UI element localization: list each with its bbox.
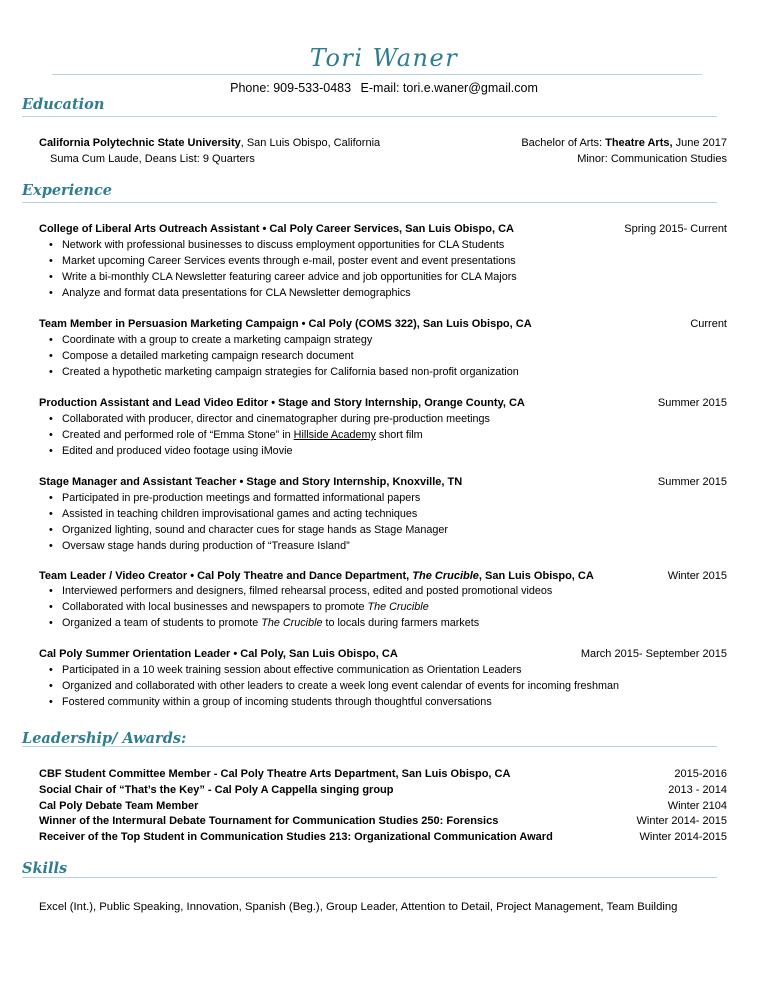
- section-heading-education: Education: [22, 96, 105, 113]
- award-title: Cal Poly Debate Team Member: [39, 800, 199, 812]
- degree-major: Theatre Arts,: [605, 137, 673, 149]
- school-location: , San Luis Obispo, California: [240, 137, 381, 149]
- section-heading-leadership: Leadership/ Awards:: [22, 730, 187, 747]
- award-title: Social Chair of “That’s the Key” - Cal Poly A Cappella singing group: [39, 784, 394, 796]
- skills-list: Excel (Int.), Public Speaking, Innovation, Spanish (Beg.), Group Leader, Attention to Detail, Project Management, Team Building: [39, 901, 678, 913]
- section-divider-leadership: [22, 746, 717, 747]
- job-bullet: • Organized and collaborated with other leaders to create a week long event calendar of events for incoming freshman: [49, 680, 619, 692]
- degree-date: June 2017: [672, 137, 727, 149]
- job-bullet: • Collaborated with producer, director and cinematographer during pre-production meetings: [49, 413, 490, 425]
- job-title: Team Leader / Video Creator • Cal Poly Theatre and Dance Department, The Crucible, San Luis Obispo, CA: [39, 570, 594, 582]
- job-date: March 2015- September 2015: [580, 648, 727, 660]
- job-bullet: • Market upcoming Career Services events through e-mail, poster event and event presentations: [49, 255, 516, 267]
- award-row: [39, 815, 727, 831]
- job-header: [39, 318, 727, 334]
- job-bullet: • Write a bi-monthly CLA Newsletter featuring career advice and job opportunities for CLA Majors: [49, 271, 517, 283]
- education-honors: Suma Cum Laude, Deans List: 9 Quarters: [50, 153, 255, 165]
- section-divider-education: [22, 116, 717, 117]
- job-bullet: • Organized a team of students to promote The Crucible to locals during farmers markets: [49, 617, 480, 629]
- job-bullet: • Interviewed performers and designers, filmed rehearsal process, edited and posted promotional videos: [49, 585, 553, 597]
- section-heading-skills: Skills: [22, 860, 68, 877]
- award-title: Receiver of the Top Student in Communication Studies 213: Organizational Communication Award: [39, 831, 553, 843]
- award-date: Winter 2014-2015: [639, 831, 727, 843]
- job-bullet: • Coordinate with a group to create a marketing campaign strategy: [49, 334, 373, 346]
- job-bullet: • Fostered community within a group of incoming students through thoughtful conversations: [49, 696, 492, 708]
- education-minor: Minor: Communication Studies: [577, 153, 727, 165]
- education-row-2: [39, 153, 727, 169]
- job-title: Cal Poly Summer Orientation Leader • Cal Poly, San Luis Obispo, CA: [39, 648, 398, 660]
- job-bullet: • Assisted in teaching children improvisational games and acting techniques: [49, 508, 418, 520]
- school-name: California Polytechnic State University: [39, 137, 241, 149]
- award-title: Winner of the Intermural Debate Tournament for Communication Studies 250: Forensics: [39, 815, 499, 827]
- job-header: [39, 648, 727, 664]
- job-bullet: • Created and performed role of “Emma Stone” in Hillside Academy short film: [49, 429, 423, 441]
- resume-name: Tori Waner: [309, 44, 459, 72]
- award-row: [39, 784, 727, 800]
- job-date: Summer 2015: [657, 397, 727, 409]
- job-bullet: • Compose a detailed marketing campaign research document: [49, 350, 354, 362]
- job-header: [39, 397, 727, 413]
- job-bullet: • Network with professional businesses to discuss employment opportunities for CLA Students: [49, 239, 505, 251]
- education-row-1: [39, 137, 727, 153]
- award-row: [39, 800, 727, 816]
- section-divider-experience: [22, 202, 717, 203]
- email-text: E-mail: tori.e.waner@gmail.com: [360, 81, 538, 95]
- job-bullet: • Edited and produced video footage using iMovie: [49, 445, 293, 457]
- section-divider-skills: [22, 877, 717, 878]
- job-date: Spring 2015- Current: [624, 223, 727, 235]
- job-bullet: • Analyze and format data presentations for CLA Newsletter demographics: [49, 287, 411, 299]
- section-heading-experience: Experience: [22, 182, 113, 199]
- contact-line: [0, 81, 768, 95]
- job-bullet: • Oversaw stage hands during production of “Treasure Island”: [49, 540, 350, 552]
- degree-prefix: Bachelor of Arts:: [521, 137, 606, 149]
- award-date: Winter 2104: [667, 800, 727, 812]
- job-header: [39, 476, 727, 492]
- job-bullet: • Organized lighting, sound and character cues for stage hands as Stage Manager: [49, 524, 448, 536]
- job-header: [39, 570, 727, 586]
- award-row: [39, 768, 727, 784]
- award-row: [39, 831, 727, 847]
- job-bullet: • Created a hypothetic marketing campaign strategies for California based non-profit organization: [49, 366, 519, 378]
- job-bullet: • Participated in pre-production meetings and formatted informational papers: [49, 492, 421, 504]
- award-date: 2015-2016: [674, 768, 727, 780]
- job-date: Summer 2015: [657, 476, 727, 488]
- job-bullet: • Participated in a 10 week training session about effective communication as Orientation Leaders: [49, 664, 522, 676]
- award-date: Winter 2014- 2015: [636, 815, 727, 827]
- phone-text: Phone: 909-533-0483: [230, 81, 352, 95]
- award-date: 2013 - 2014: [668, 784, 727, 796]
- job-title: College of Liberal Arts Outreach Assistant • Cal Poly Career Services, San Luis Obispo, CA: [39, 223, 514, 235]
- job-header: [39, 223, 727, 239]
- job-title: Stage Manager and Assistant Teacher • Stage and Story Internship, Knoxville, TN: [39, 476, 463, 488]
- job-date: Current: [690, 318, 727, 330]
- award-title: CBF Student Committee Member - Cal Poly Theatre Arts Department, San Luis Obispo, CA: [39, 768, 511, 780]
- job-date: Winter 2015: [667, 570, 727, 582]
- job-title: Team Member in Persuasion Marketing Campaign • Cal Poly (COMS 322), San Luis Obispo, CA: [39, 318, 532, 330]
- job-title: Production Assistant and Lead Video Editor • Stage and Story Internship, Orange County, CA: [39, 397, 525, 409]
- name-divider: [52, 74, 702, 75]
- film-title-link: Hillside Academy: [293, 429, 376, 441]
- job-bullet: • Collaborated with local businesses and newspapers to promote The Crucible: [49, 601, 429, 613]
